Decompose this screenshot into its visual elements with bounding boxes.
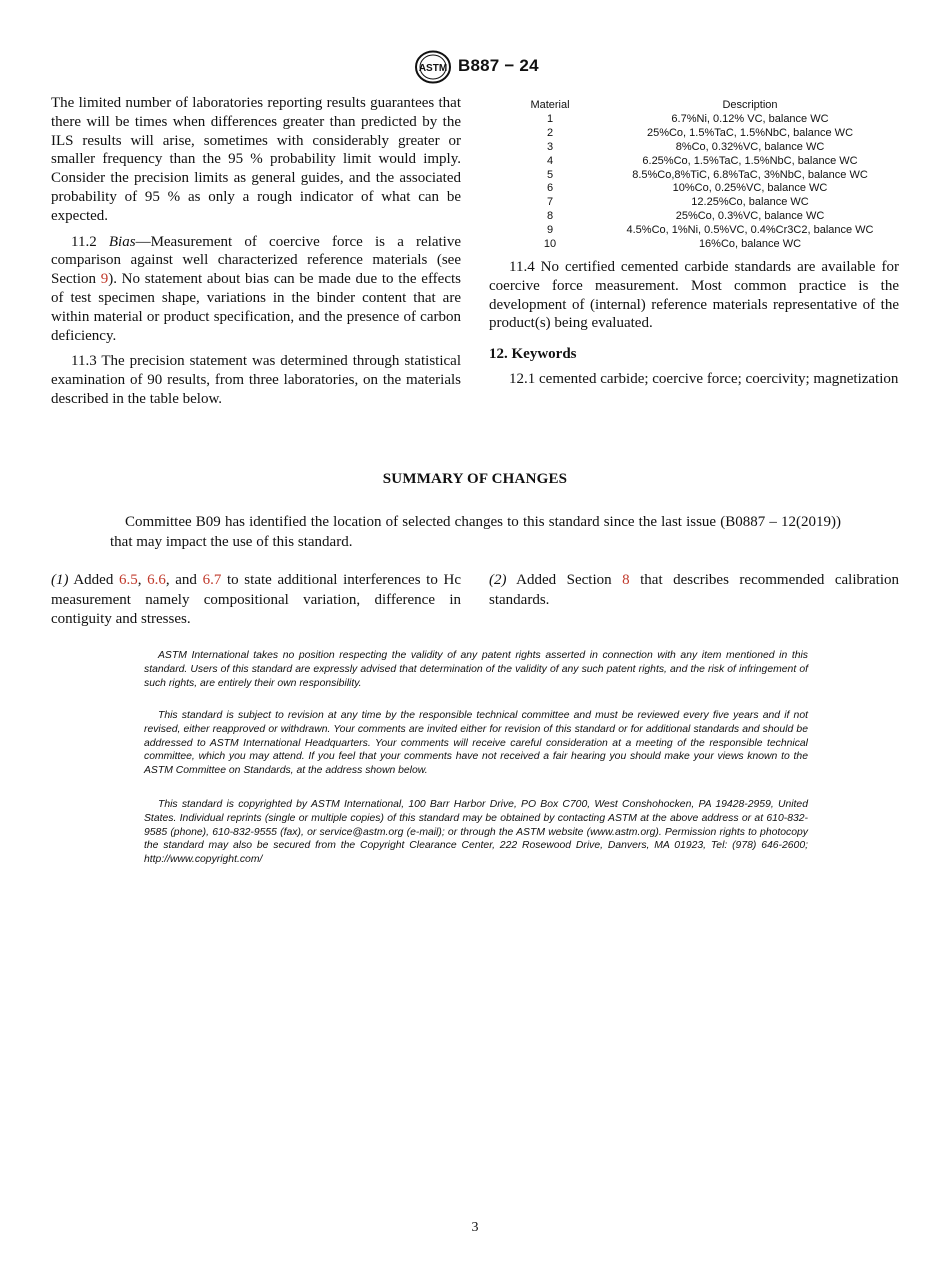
table-row xyxy=(510,224,910,238)
description-cell: 6.7%Ni, 0.12% VC, balance WC xyxy=(671,112,829,125)
table-row xyxy=(510,238,910,252)
change-text: Added xyxy=(68,572,119,588)
materials-table xyxy=(510,99,910,252)
description-cell: 6.25%Co, 1.5%TaC, 1.5%NbC, balance WC xyxy=(642,154,858,167)
change-text: to state additional interferences to Hc measurement namely compositional variation, difference in contiguity and stresses. xyxy=(51,572,461,627)
change-text: that describes recommended calibration standards. xyxy=(489,572,900,608)
material-cell: 9 xyxy=(546,224,554,237)
paragraph-reference-standards: 11.4 No certified cemented carbide standards are available for coercive force measurement. Most common practice is the development of (internal) reference materials representative of the product(s) being evaluated. xyxy=(489,259,899,332)
change-item-2 xyxy=(489,571,899,610)
left-column xyxy=(51,94,461,416)
table-row xyxy=(510,127,910,141)
copyright-notice: This standard is copyrighted by ASTM International, 100 Barr Harbor Drive, PO Box C700, West Conshohocken, PA 19428-2959, United States. Individual reprints (single or multiple copies) of this standard may be obtained by contacting ASTM at the above address or at 610-832-9585 (phone), 610-832-9555 (fax), or service@astm.org (e-mail); or through the ASTM website (www.astm.org). Permission rights to photocopy the standard may also be secured from the Copyright Clearance Center, 222 Rosewood Drive, Danvers, MA 01923, Tel: (978) 646-2600; http://www.copyright.com/ xyxy=(144,799,808,866)
change-text: Added Section xyxy=(506,572,623,588)
table-row xyxy=(510,113,910,127)
change-number: (2) xyxy=(489,572,507,588)
page-number: 3 xyxy=(471,1220,479,1235)
change-item-1 xyxy=(51,571,461,630)
paragraph-ils-limits: The limited number of laboratories reporting results guarantees that there will be times when differences greater than predicted by the ILS results will arise, sometimes with considerably greater or smaller frequency than the 95 % probability limit would imply. Consider the precision limits as general guides, and the associated probability of 95 % as only a rough indicator of what can be expected. xyxy=(51,95,461,224)
description-cell: 25%Co, 1.5%TaC, 1.5%NbC, balance WC xyxy=(646,126,854,139)
section-8-link[interactable]: 8 xyxy=(622,572,630,588)
revision-notice: This standard is subject to revision at any time by the responsible technical committee and must be reviewed every five years and if not revised, either reapproved or withdrawn. Your comments are invited either for revision of this standard or for additional standards and should be addressed to ASTM International Headquarters. Your comments will receive careful consideration at a meeting of the responsible technical committee, which you may attend. If you feel that your comments have not received a fair hearing you should make your views known to the ASTM Committee on Standards, at the address shown below. xyxy=(144,710,808,777)
table-row xyxy=(510,169,910,183)
description-cell: 25%Co, 0.3%VC, balance WC xyxy=(675,210,825,223)
material-cell: 1 xyxy=(546,112,554,125)
logo-lettering: ASTM xyxy=(418,63,448,74)
paragraph-keywords: 12.1 cemented carbide; coercive force; coercivity; magnetization xyxy=(509,370,899,387)
table-row xyxy=(510,182,910,196)
material-cell: 6 xyxy=(546,182,554,195)
summary-title: SUMMARY OF CHANGES xyxy=(382,471,568,487)
material-cell: 10 xyxy=(543,238,557,251)
patent-notice: ASTM International takes no position respecting the validity of any patent rights asserted in connection with any item mentioned in this standard. Users of this standard are expressly advised that determination of the validity of any such patent rights, and the risk of infringement of such rights, are entirely their own responsibility. xyxy=(144,650,808,689)
material-cell: 8 xyxy=(546,210,554,223)
change-number: (1) xyxy=(51,572,69,588)
description-header: Description xyxy=(722,99,778,111)
bias-text-b: ). No statement about bias can be made due to the effects of test specimen shape, variations in the binder content that are within material or product specification, and the presence of carbon deficiency. xyxy=(51,271,461,344)
material-cell: 5 xyxy=(546,168,554,181)
paragraph-bias xyxy=(51,233,461,346)
section-6-5-link[interactable]: 6.5 xyxy=(118,572,138,588)
bias-text-a: —Measurement of coercive force is a relative comparison against well characterized reference materials (see Section xyxy=(51,233,461,288)
description-cell: 16%Co, balance WC xyxy=(698,238,802,251)
separator: , xyxy=(137,572,148,588)
material-header: Material xyxy=(530,99,570,111)
section-6-7-link[interactable]: 6.7 xyxy=(202,572,222,588)
summary-intro: Committee B09 has identified the location of selected changes to this standard since the last issue (B0887 – 12(2019)) that may impact the use of this standard. xyxy=(110,514,841,550)
material-cell: 2 xyxy=(546,126,554,139)
section-number: 11.2 xyxy=(71,233,97,250)
separator: , and xyxy=(165,572,203,588)
astm-logo-icon xyxy=(414,50,452,84)
keywords-heading: 12. Keywords xyxy=(489,346,577,363)
document-id: B887 − 24 xyxy=(458,56,539,75)
bias-term: Bias xyxy=(108,233,136,250)
table-row xyxy=(510,141,910,155)
table-row xyxy=(510,210,910,224)
section-9-link[interactable]: 9 xyxy=(100,271,109,288)
description-cell: 8.5%Co,8%TiC, 6.8%TaC, 3%NbC, balance WC xyxy=(632,168,868,181)
table-row xyxy=(510,196,910,210)
description-cell: 10%Co, 0.25%VC, balance WC xyxy=(672,182,828,195)
description-cell: 12.25%Co, balance WC xyxy=(691,196,809,209)
page-header xyxy=(0,50,950,86)
material-cell: 7 xyxy=(546,196,554,209)
right-column xyxy=(489,258,899,396)
table-header-row xyxy=(510,99,910,113)
table-row xyxy=(510,155,910,169)
description-cell: 4.5%Co, 1%Ni, 0.5%VC, 0.4%Cr3C2, balance WC xyxy=(626,224,874,237)
material-cell: 4 xyxy=(546,154,554,167)
material-cell: 3 xyxy=(546,140,554,153)
description-cell: 8%Co, 0.32%VC, balance WC xyxy=(675,140,825,153)
paragraph-precision-statement: 11.3 The precision statement was determined through statistical examination of 90 results, from three laboratories, on the materials described in the table below. xyxy=(51,353,461,407)
section-6-6-link[interactable]: 6.6 xyxy=(147,572,166,588)
